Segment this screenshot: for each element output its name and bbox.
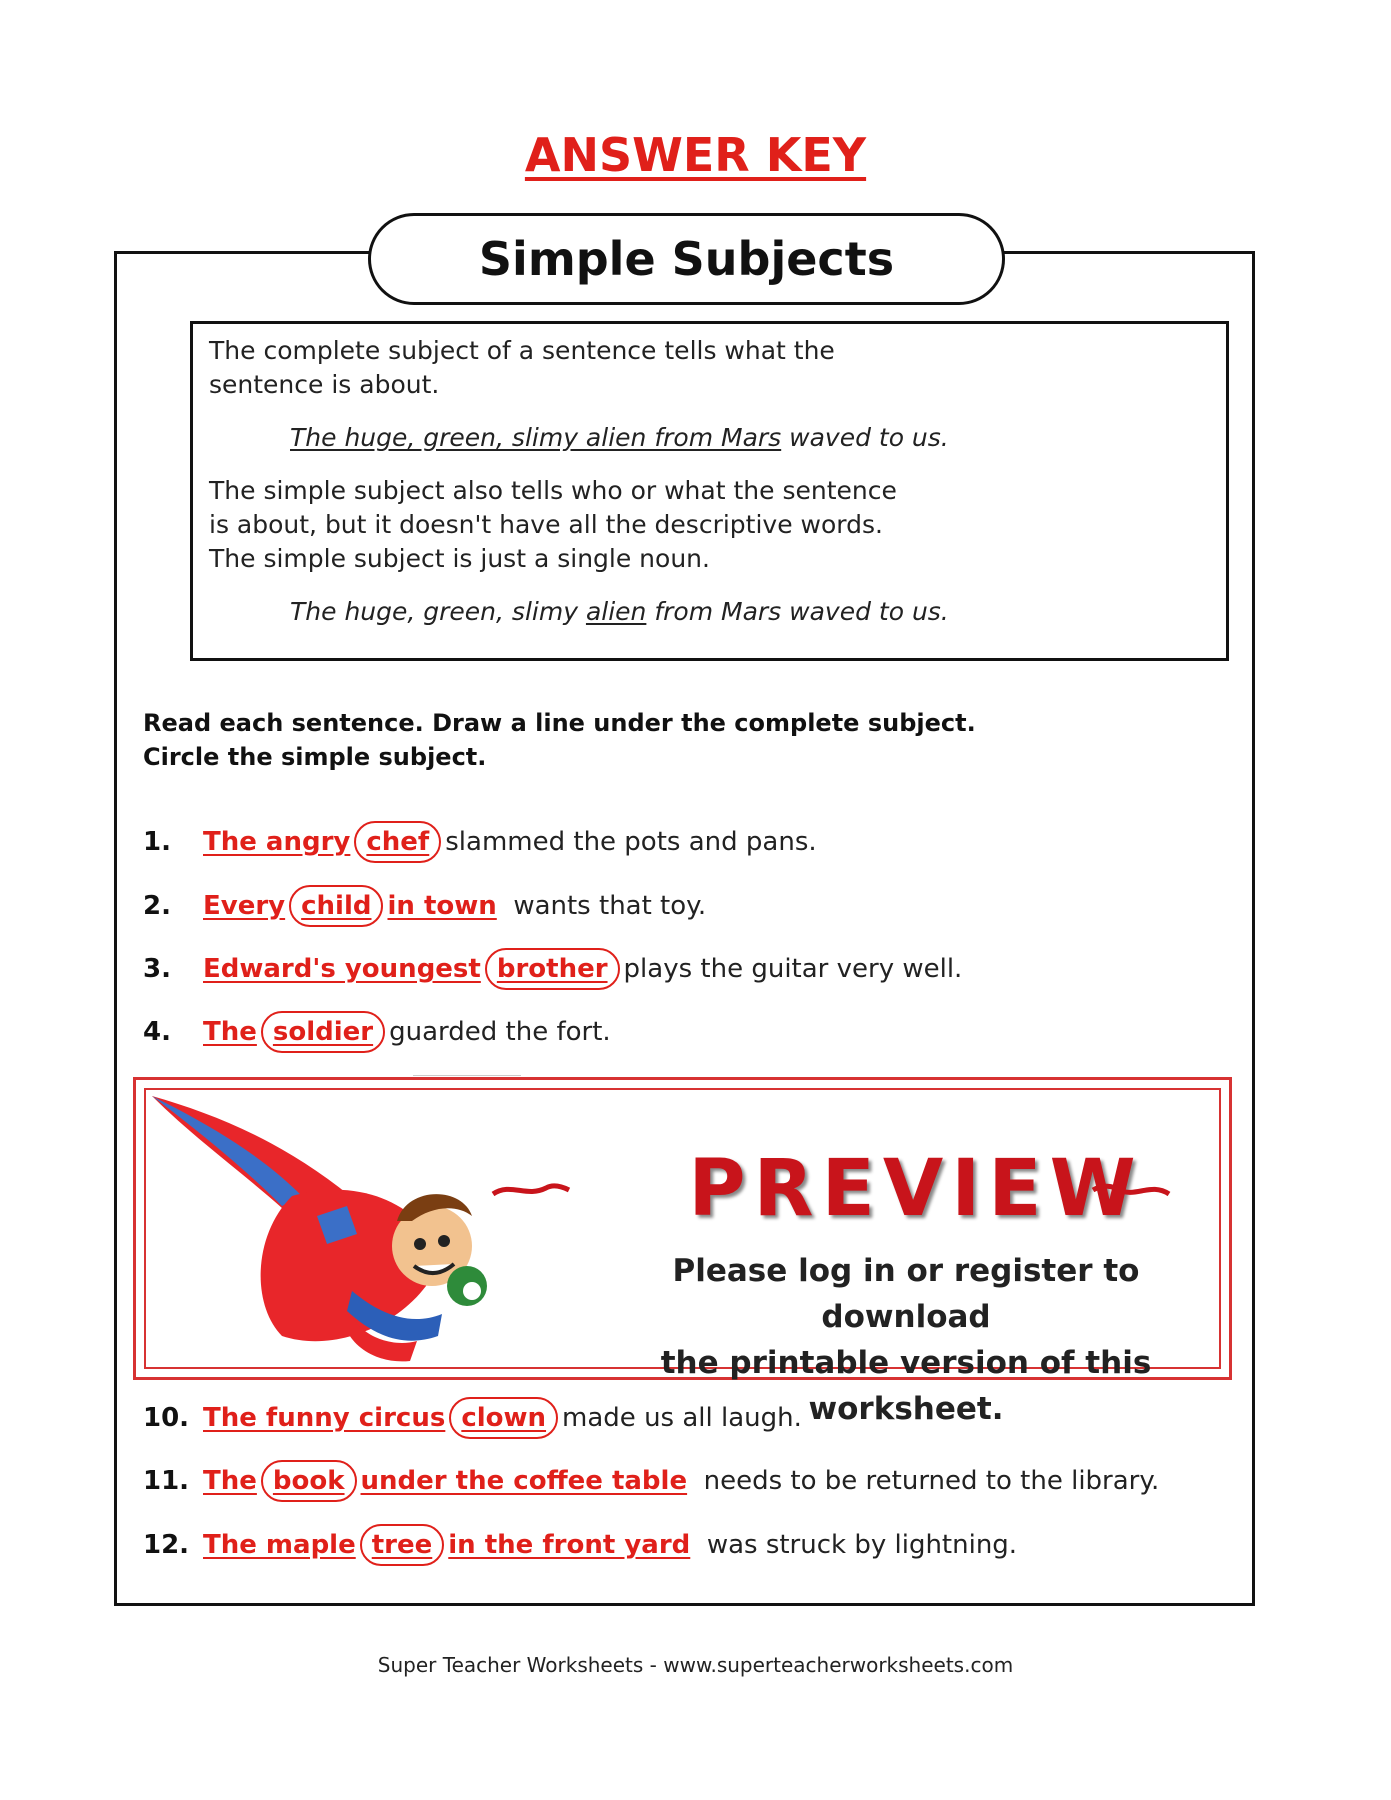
left-swirl-ornament [491, 1180, 571, 1200]
explanation-line: The simple subject is just a single noun. [209, 544, 710, 573]
item-number: 12. [143, 1530, 190, 1560]
sentence [203, 884, 706, 928]
worksheet-title: Simple Subjects [368, 213, 1005, 305]
predicate: was struck by lightning. [706, 1530, 1018, 1560]
example-predicate: waved to us. [781, 423, 949, 452]
circled-simple-subject: soldier [261, 1011, 385, 1053]
explanation-line: sentence is about. [209, 370, 440, 399]
right-swirl-ornament [1091, 1180, 1171, 1200]
circled-simple-subject: clown [449, 1397, 558, 1439]
explanation-line: is about, but it doesn't have all the descriptive words. [209, 510, 883, 539]
complete-subject-part: The [203, 1466, 257, 1496]
item-number: 1. [143, 827, 171, 857]
divider [413, 1075, 521, 1076]
explanation-line: The complete subject of a sentence tells what the [209, 336, 835, 365]
answer-key-heading: ANSWER KEY [524, 128, 867, 182]
item-number: 3. [143, 954, 171, 984]
sentence [203, 1523, 1017, 1567]
item-number: 11. [143, 1466, 190, 1496]
complete-subject-part: The [203, 1017, 257, 1047]
preview-message-line: Please log in or register to download [672, 1253, 1140, 1335]
preview-word: PREVIEW [688, 1144, 1144, 1234]
example-underlined-subject: The huge, green, slimy alien from Mars [290, 423, 782, 452]
predicate: plays the guitar very well. [623, 954, 963, 984]
circled-simple-subject: book [261, 1460, 357, 1502]
circled-simple-subject: brother [485, 948, 620, 990]
instructions [143, 706, 976, 774]
instruction-line: Read each sentence. Draw a line under the complete subject. [143, 709, 976, 737]
complete-subject-part: The funny circus [203, 1403, 446, 1433]
example-underlined-noun: alien [585, 597, 647, 626]
predicate: wants that toy. [513, 891, 707, 921]
predicate: made us all laugh. [562, 1403, 802, 1433]
item-number: 4. [143, 1017, 171, 1047]
example-post: from Mars waved to us. [646, 597, 949, 626]
sentence [203, 820, 817, 864]
preview-message [596, 1248, 1216, 1432]
complete-subject-part: in the front yard [448, 1530, 691, 1560]
predicate: guarded the fort. [389, 1017, 611, 1047]
superhero-mascot-illustration [142, 1086, 562, 1376]
complete-subject-part: The angry [203, 827, 351, 857]
item-number: 2. [143, 891, 171, 921]
footer: Super Teacher Worksheets - www.superteacherworksheets.com [377, 1653, 1014, 1677]
complete-subject-part: in town [387, 891, 497, 921]
instruction-line: Circle the simple subject. [143, 743, 487, 771]
preview-message-line: the printable version of this worksheet. [660, 1345, 1152, 1427]
predicate: slammed the pots and pans. [445, 827, 817, 857]
complete-subject-part: Every [203, 891, 286, 921]
example-pre: The huge, green, slimy [290, 597, 586, 626]
circled-simple-subject: tree [360, 1524, 445, 1566]
complete-subject-part: The maple [203, 1530, 356, 1560]
sentence [203, 947, 962, 991]
explanation-line: The simple subject also tells who or what the sentence [209, 476, 897, 505]
explanation-box [190, 321, 1229, 661]
example-sentence-simple-subject [290, 595, 1190, 629]
sentence [203, 1459, 1159, 1503]
circled-simple-subject: chef [354, 821, 441, 863]
item-number: 10. [143, 1403, 190, 1433]
circled-simple-subject: child [289, 885, 383, 927]
example-sentence-complete-subject [290, 421, 1190, 455]
predicate: needs to be returned to the library. [703, 1466, 1160, 1496]
complete-subject-part: under the coffee table [360, 1466, 688, 1496]
sentence [203, 1010, 611, 1054]
complete-subject-part: Edward's youngest [203, 954, 481, 984]
